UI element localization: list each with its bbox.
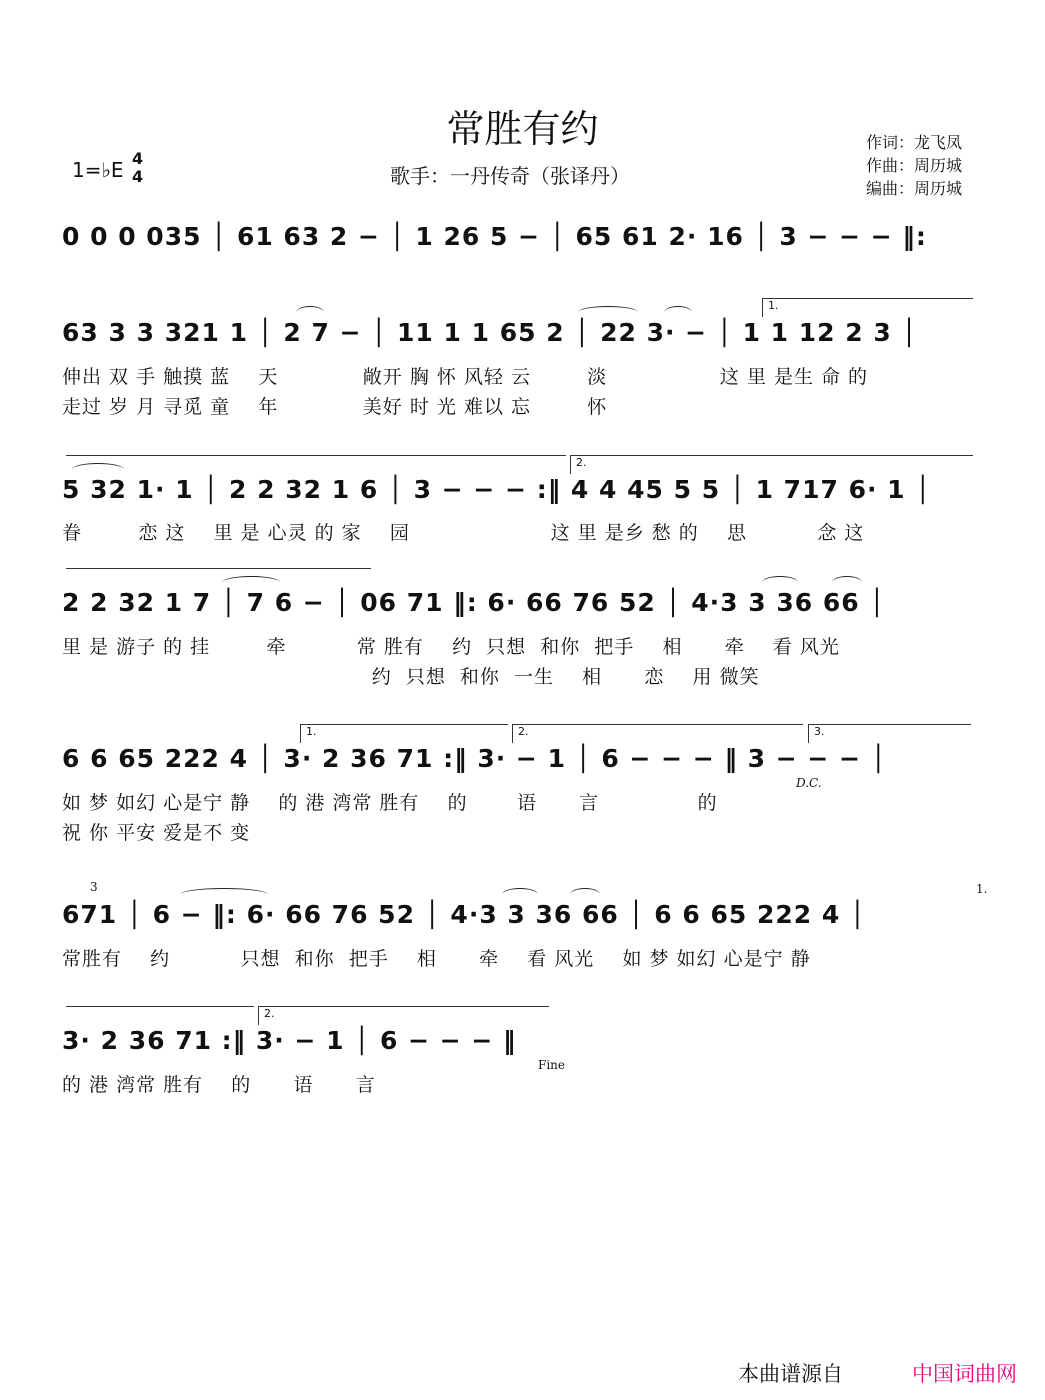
volta-label: 2. <box>576 456 587 469</box>
volta-2-bracket <box>512 724 803 743</box>
volta-1-bracket <box>762 298 973 317</box>
dc-mark: D.C. <box>796 776 822 790</box>
lyric-line-3a: 眷 恋 这 里 是 心灵 的 家 园 这 里 是乡 愁 的 思 念 这 <box>62 522 865 544</box>
volta-label: 3. <box>814 725 825 738</box>
fine-mark: Fine <box>538 1058 565 1072</box>
time-bottom: 4 <box>132 167 144 186</box>
volta-label: 2. <box>518 725 529 738</box>
notation-line-4: 2 2 32 1 7 │ 7 6 − │ 06 71 ‖: 6· 66 76 52 │ 4·3 3 36 66 │ <box>62 588 886 617</box>
lyric-line-5a: 如 梦 如幻 心是宁 静 的 港 湾常 胜有 的 语 言 的 <box>62 792 718 814</box>
source-label: 本曲谱源自 <box>738 1362 843 1386</box>
time-signature <box>132 150 143 186</box>
notation-line-2: 63 3 3 321 1 │ 2 7 − │ 11 1 1 65 2 │ 22 3· − │ 1 1 12 2 3 │ <box>62 318 918 347</box>
volta-1-mark: 1. <box>976 882 988 896</box>
arranger-credit: 编曲：周历城 <box>866 179 963 198</box>
lyric-line-2b: 走过 岁 月 寻觅 童 年 美好 时 光 难以 忘 怀 <box>62 396 608 418</box>
triplet-mark: 3 <box>90 880 98 894</box>
volta-2-bracket <box>570 455 973 474</box>
volta-1-bracket <box>300 724 508 743</box>
composer-credit: 作曲：周历城 <box>866 156 963 175</box>
volta-label: 2. <box>264 1007 275 1020</box>
lyric-line-7a: 的 港 湾常 胜有 的 语 言 <box>62 1074 376 1096</box>
volta-1-continuation <box>66 1006 254 1025</box>
volta-2-bracket <box>258 1006 549 1025</box>
notation-line-6: 671 │ 6 − ‖: 6· 66 76 52 │ 4·3 3 36 66 │ 6 6 65 222 4 │ <box>62 900 866 929</box>
lyric-line-2a: 伸出 双 手 触摸 蓝 天 敞开 胸 怀 风轻 云 淡 这 里 是生 命 的 <box>62 366 869 388</box>
volta-1-continuation <box>66 455 566 474</box>
volta-label: 1. <box>768 299 779 312</box>
singer-line: 歌手：一丹传奇（张译丹） <box>390 164 630 188</box>
notation-line-5: 6 6 65 222 4 │ 3· 2 36 71 :‖ 3· − 1 │ 6 − − − ‖ 3 − − − │ <box>62 744 887 773</box>
time-top: 4 <box>132 149 144 168</box>
key-signature <box>72 149 144 186</box>
lyric-line-4a: 里 是 游子 的 挂 牵 常 胜有 约 只想 和你 把手 相 牵 看 风光 <box>62 636 840 658</box>
source-site-link[interactable]: 中国词曲网 <box>912 1362 1017 1386</box>
notation-line-7: 3· 2 36 71 :‖ 3· − 1 │ 6 − − − ‖ <box>62 1026 517 1055</box>
key-label: 1=♭E <box>72 158 124 182</box>
notation-line-1: 0 0 0 035 │ 61 63 2 − │ 1 26 5 − │ 65 61 2· 16 │ 3 − − − ‖: <box>62 222 927 251</box>
lyric-line-4b: 约 只想 和你 一生 相 恋 用 微笑 <box>62 666 760 688</box>
volta-2-continuation <box>66 568 371 587</box>
lyric-line-6a: 常胜有 约 只想 和你 把手 相 牵 看 风光 如 梦 如幻 心是宁 静 <box>62 948 811 970</box>
page-title: 常胜有约 <box>446 107 599 151</box>
volta-3-bracket <box>808 724 971 743</box>
lyric-line-5b: 祝 你 平安 爱是不 变 <box>62 822 251 844</box>
lyricist-credit: 作词：龙飞凤 <box>866 133 963 152</box>
notation-line-3: 5 32 1· 1 │ 2 2 32 1 6 │ 3 − − − :‖ 4 4 45 5 5 │ 1 717 6· 1 │ <box>62 475 932 504</box>
volta-label: 1. <box>306 725 317 738</box>
